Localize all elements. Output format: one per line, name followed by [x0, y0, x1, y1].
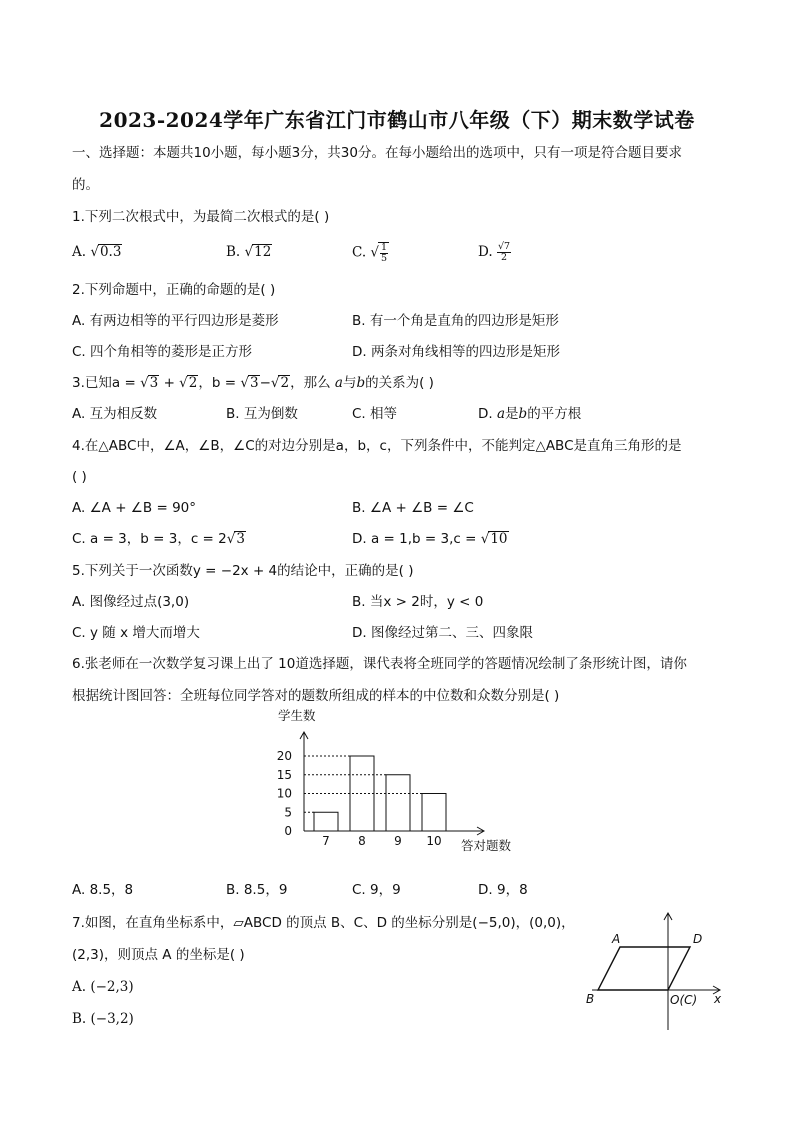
q6-stem: 6.张老师在一次数学复习课上出了 10道选择题，课代表将全班同学的答题情况绘制了条形统计图，请你	[72, 656, 687, 672]
q6-option-d: D. 9，8	[478, 882, 528, 898]
q1-option-c: C. √ $\frac{1}{5}$	[352, 242, 388, 264]
vertex-label-d: D	[693, 932, 703, 946]
chart-y-tick-label: 20	[276, 749, 292, 763]
q2-stem: 2.下列命题中，正确的命题的是( )	[72, 282, 276, 298]
chart-x-tick-label: 7	[322, 834, 330, 848]
parallelogram-abcd	[598, 947, 690, 990]
q7-option-a: A. (−2,3)	[72, 979, 134, 995]
page-title: 2023-2024学年广东省江门市鹤山市八年级（下）期末数学试卷	[99, 108, 695, 132]
q1-option-a: A. √0.3	[72, 244, 122, 260]
q5-option-b: B. 当x > 2时，y < 0	[352, 594, 484, 610]
q5-option-a: A. 图像经过点(3,0)	[72, 594, 190, 610]
chart-y-tick-label: 5	[284, 805, 292, 820]
chart-x-tick-label: 10	[426, 834, 442, 848]
vertex-label-a: A	[612, 932, 621, 946]
q4-option-c: C. a = 3，b = 3，c = 2√3	[72, 531, 245, 547]
q6-stem-cont: 根据统计图回答：全班每位同学答对的题数所组成的样本的中位数和众数分别是( )	[72, 688, 560, 704]
q4-stem-cont: ( )	[72, 469, 87, 485]
q1-stem: 1.下列二次根式中，为最简二次根式的是( )	[72, 209, 330, 225]
q5-option-d: D. 图像经过第二、三、四象限	[352, 625, 533, 641]
chart-y-tick-label: 10	[276, 786, 292, 801]
section-header: 一、选择题：本题共10小题，每小题3分，共30分。在每小题给出的选项中，只有一项是符合题目要求	[72, 145, 682, 161]
axis-label-x: x	[714, 992, 722, 1006]
chart-bar	[386, 775, 410, 831]
parallelogram-figure	[580, 905, 730, 1035]
q1-option-b: B. √12	[226, 244, 272, 260]
q3-option-b: B. 互为倒数	[226, 406, 298, 422]
q7-option-b: B. (−3,2)	[72, 1011, 134, 1027]
q4-stem: 4.在△ABC中，∠A，∠B，∠C的对边分别是a，b，c，下列条件中，不能判定△ABC是直角三角形的是	[72, 438, 682, 454]
chart-x-axis-label: 答对题数	[461, 838, 512, 853]
q2-option-c: C. 四个角相等的菱形是正方形	[72, 344, 253, 360]
q3-stem: 3.已知a = √3 + √2，b = √3−√2，那么 a与b的关系为( )	[72, 375, 434, 391]
section-header-cont: 的。	[72, 177, 99, 193]
chart-bar	[314, 812, 338, 831]
q7-stem-cont: (2,3)，则顶点 A 的坐标是( )	[72, 947, 245, 963]
vertex-label-oc: O(C)	[670, 993, 698, 1007]
q2-option-d: D. 两条对角线相等的四边形是矩形	[352, 344, 560, 360]
bar-chart	[268, 706, 528, 856]
chart-x-tick-label: 9	[394, 834, 402, 848]
q5-option-c: C. y 随 x 增大而增大	[72, 625, 200, 641]
q6-option-a: A. 8.5，8	[72, 882, 134, 898]
q4-option-b: B. ∠A + ∠B = ∠C	[352, 500, 474, 516]
q7-stem: 7.如图，在直角坐标系中，▱ABCD 的顶点 B、C、D 的坐标分别是(−5,0)，(0,0)，	[72, 915, 575, 931]
chart-bar	[422, 794, 446, 832]
vertex-label-b: B	[586, 992, 595, 1006]
q2-option-b: B. 有一个角是直角的四边形是矩形	[352, 313, 559, 329]
q4-option-a: A. ∠A + ∠B = 90°	[72, 500, 196, 516]
q6-option-c: C. 9，9	[352, 882, 401, 898]
q5-stem: 5.下列关于一次函数y = −2x + 4的结论中，正确的是( )	[72, 563, 414, 579]
q6-option-b: B. 8.5，9	[226, 882, 288, 898]
chart-y-tick-label: 15	[276, 767, 292, 782]
q2-option-a: A. 有两边相等的平行四边形是菱形	[72, 313, 279, 329]
chart-x-tick-label: 8	[358, 834, 366, 848]
q3-option-c: C. 相等	[352, 406, 398, 422]
chart-y-tick-label: 0	[284, 824, 292, 838]
q3-option-a: A. 互为相反数	[72, 406, 158, 422]
chart-y-axis-label: 学生数	[278, 708, 316, 723]
q4-option-d: D. a = 1,b = 3,c = √10	[352, 531, 508, 547]
q3-option-d: D. a是b的平方根	[478, 406, 582, 422]
q1-option-d: D. $\frac{√7}{2}$	[478, 241, 511, 263]
